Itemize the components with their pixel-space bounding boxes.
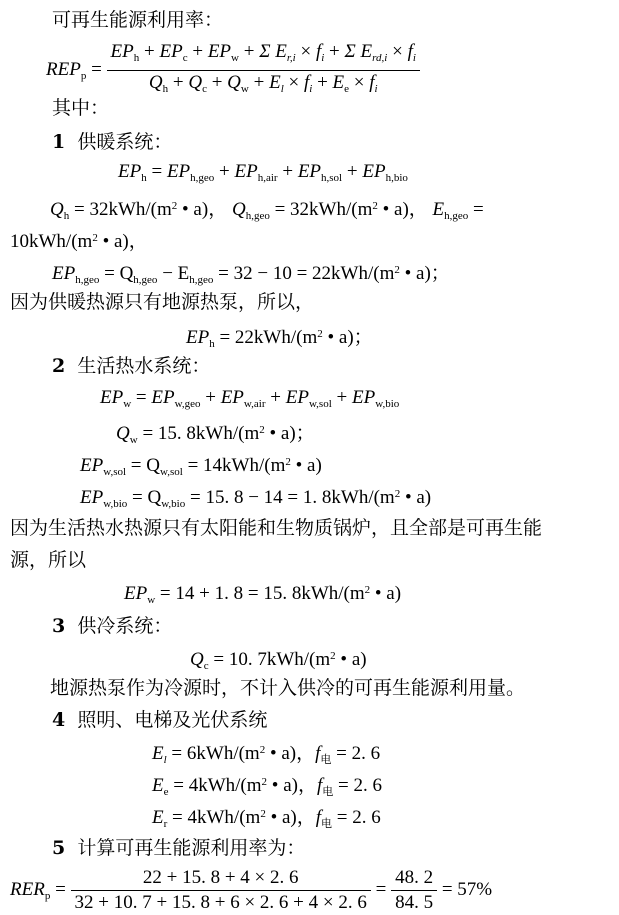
eq-eph: $EP_h = EP_{h,geo} + EP_{h,air} + EP_{h,sol} + EP_{h,bio}$	[118, 161, 408, 184]
heading-rep: 可再生能源利用率：	[52, 9, 224, 31]
text-because-2b: 源，所以	[10, 549, 87, 571]
section-title: 照明、电梯及光伏系统	[77, 709, 268, 731]
rep-lhs: REP	[46, 58, 81, 80]
section-title: 计算可再生能源利用率为：	[77, 837, 306, 859]
section-number: 2	[52, 355, 66, 377]
section-4-heading	[52, 708, 267, 732]
eq-qc: $Q_c = 10$. $7kWh/(m^2$ • a)	[190, 649, 367, 672]
formula-rep: $REP_p$ = $EP_h + EP_c + EP_w + \Sigma$ $E_{r,i} \times f_i + \Sigma$ $E_{rd,i} \times f_i$ $Q_h + Q_c + Q_w + E_l \times f_i + E_e \times f_i$	[46, 40, 420, 101]
rer-fraction-2: $\frac{48. 2}{84. 5}$	[391, 866, 437, 915]
section-title: 供暖系统：	[77, 131, 173, 153]
rer-result: = 57%	[441, 878, 493, 900]
rep-fraction	[107, 40, 420, 101]
eq-qh-line1: $Q_h = 32kWh/(m^2$ • a)， $Q_{h,geo} = 32kWh/(m^2$ • a)， $E_{h,geo}$ =	[50, 199, 484, 222]
eq-el: $E_l = 6kWh/(m^2$ • a)，$f_电 = 2$. 6	[152, 743, 381, 766]
label-qizhong: 其中：	[52, 97, 110, 119]
eq-qw: $Q_w = 15$. $8kWh/(m^2$ • a)；	[116, 423, 315, 446]
rep-denominator: $Q_h + Q_c + Q_w + E_l \times f_i + E_e \times f_i$	[148, 72, 378, 95]
section-title: 供冷系统：	[77, 615, 173, 637]
eq-ee: $E_e = 4kWh/(m^2$ • a)，$f_电 = 2$. 6	[152, 775, 382, 798]
section-number: 1	[52, 131, 66, 153]
eq-eph-final: $EP_h = 22kWh/(m^2$ • a)；	[186, 327, 373, 350]
rep-numerator: $EP_h + EP_c + EP_w + \Sigma$ $E_{r,i} \times f_i + \Sigma$ $E_{rd,i} \times f_i$	[107, 40, 420, 71]
section-number: 4	[52, 709, 66, 731]
eq-epwbio: $EP_{w,bio} = Q_{w,bio} = 15$. 8 − 14 = 1. $8kWh/(m^2$ • a)	[80, 487, 432, 510]
section-3-heading	[52, 614, 172, 638]
eq-qh-line2: $10kWh/(m^2$ • a)，	[10, 231, 148, 252]
text-because-2a: 因为生活热水热源只有太阳能和生物质锅炉，且全部是可再生能	[10, 517, 543, 539]
section-number: 5	[52, 837, 66, 859]
section-title: 生活热水系统：	[77, 355, 211, 377]
section-2-heading	[52, 354, 210, 378]
eq-epw-final: $EP_w = 14 + 1$. 8 = 15. $8kWh/(m^2$ • a)	[124, 583, 402, 606]
text-cold-source: 地源热泵作为冷源时，不计入供冷的可再生能源利用量。	[50, 677, 526, 699]
rer-fraction-1: $\frac{22 + 15. 8 + 4 \times 2. 6}{32 + 10. 7 + 15. 8 + 6 \times 2. 6 + 4 \times 2. 6}$	[71, 866, 371, 915]
eq-epwsol: $EP_{w,sol} = Q_{w,sol} = 14kWh/(m^2$ • a)	[80, 455, 322, 478]
section-number: 3	[52, 615, 66, 637]
section-5-heading	[52, 836, 305, 860]
formula-rer: $RER_p$ = $\frac{22 + 15. 8 + 4 \times 2. 6}{32 + 10. 7 + 15. 8 + 6 \times 2. 6 + 4 \times 2. 6}$ = $\frac{48. 2}{84. 5}$ = 57%	[10, 867, 493, 913]
eq-er: $E_r = 4kWh/(m^2$ • a)，$f_电 = 2$. 6	[152, 807, 381, 830]
eq-epw: $EP_w = EP_{w,geo} + EP_{w,air} + EP_{w,sol} + EP_{w,bio}$	[100, 387, 400, 410]
section-1-heading	[52, 130, 172, 154]
eq-ephgeo: $EP_{h,geo} = Q_{h,geo} - E_{h,geo} = 32 - 10 = 22kWh/(m^2$ • a)；	[52, 263, 450, 286]
text-because-1: 因为供暖热源只有地源热泵，所以，	[10, 291, 315, 313]
